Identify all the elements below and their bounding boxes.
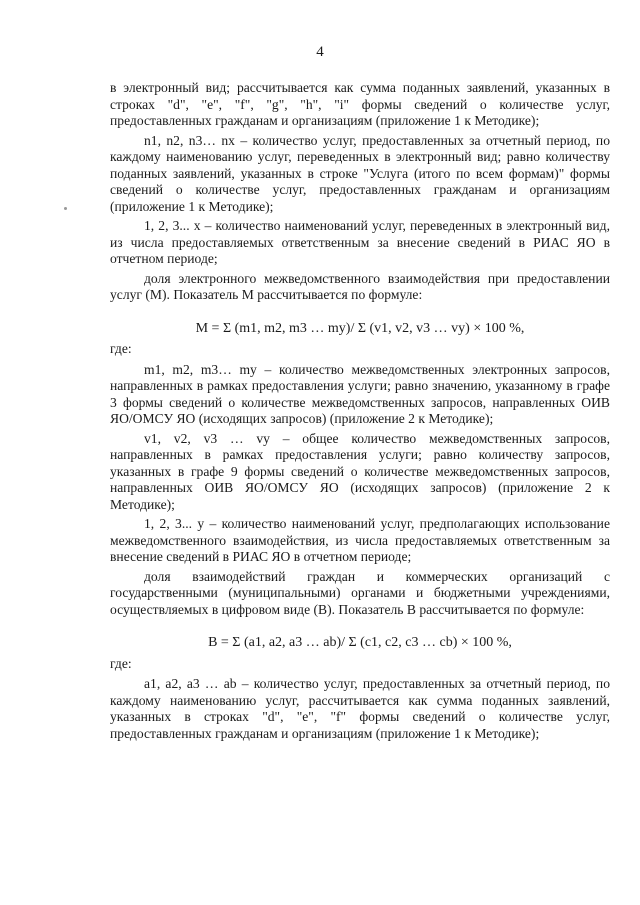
- where-label-1: где:: [110, 341, 132, 356]
- page-number: 4: [316, 44, 324, 60]
- paragraph-n-definition: n1, n2, n3… nx – количество услуг, предоставленных за отчетный период, по каждому наименованию услуг, переведенных в электронный вид; равно количеству поданных заявлений, указанных в строке "Услуга (итого по всем формам)" формы сведений о количестве услуг, предоставленных гражданам и организациям (приложение 1 к Методике);: [110, 132, 610, 214]
- formula-b: В = Σ (a1, a2, a3 … ab)/ Σ (c1, c2, c3 … cb) × 100 %,: [208, 635, 512, 650]
- paragraph-a-definition: a1, a2, a3 … ab – количество услуг, предоставленных за отчетный период, по каждому наименованию услуг, рассчитывается как сумма поданных заявлений, указанных в строках "d", "e", "f" формы сведений о количестве услуг, предоставленных гражданам и организациям (приложение 1 к Методике);: [110, 676, 610, 741]
- paragraph-b-indicator: доля взаимодействий граждан и коммерческих организаций с государственными (муниципальными) органами и бюджетными учреждениями, осуществляемых в цифровом виде (В). Показатель В рассчитывается по формуле:: [110, 568, 610, 617]
- paragraph-1: в электронный вид; рассчитывается как сумма поданных заявлений, указанных в строках "d", "e", "f", "g", "h", "i" формы сведений о количестве услуг, предоставленных гражданам и организациям (приложение 1 к Методике);: [110, 80, 610, 128]
- paragraph-m-indicator: доля электронного межведомственного взаимодействия при предоставлении услуг (М). Показатель М рассчитывается по формуле:: [110, 270, 610, 302]
- paragraph-v-definition: v1, v2, v3 … vy – общее количество межведомственных запросов, направленных в рамках предоставления услуги; равно количеству запросов, указанных в графе 9 формы сведений о количестве межведомственных запросов, направленных ОИВ ЯО/ОМСУ ЯО (исходящих запросов) (приложение 2 к Методике);: [110, 430, 610, 512]
- paragraph-x-definition: 1, 2, 3... x – количество наименований услуг, переведенных в электронный вид, из числа предоставляемых ответственным за внесение сведений в РИАС ЯО в отчетном периоде;: [110, 218, 610, 266]
- where-label-2: где:: [110, 655, 132, 671]
- document-body: [110, 80, 610, 745]
- margin-mark: [64, 207, 67, 210]
- paragraph-m-definition: m1, m2, m3… my – количество межведомственных электронных запросов, направленных в рамках предоставления услуги; равно значению, указанному в графе 3 формы сведений о количестве межведомственных запросов, направленных ОИВ ЯО/ОМСУ ЯО (исходящих запросов) (приложение 2 к Методике);: [110, 361, 610, 426]
- formula-m: M = Σ (m1, m2, m3 … my)/ Σ (v1, v2, v3 … vy) × 100 %,: [195, 320, 525, 336]
- paragraph-y-definition: 1, 2, 3... y – количество наименований услуг, предполагающих использование межведомственного взаимодействия, из числа предоставляемых ответственным за внесение сведений в РИАС ЯО в отчетном периоде;: [110, 516, 610, 564]
